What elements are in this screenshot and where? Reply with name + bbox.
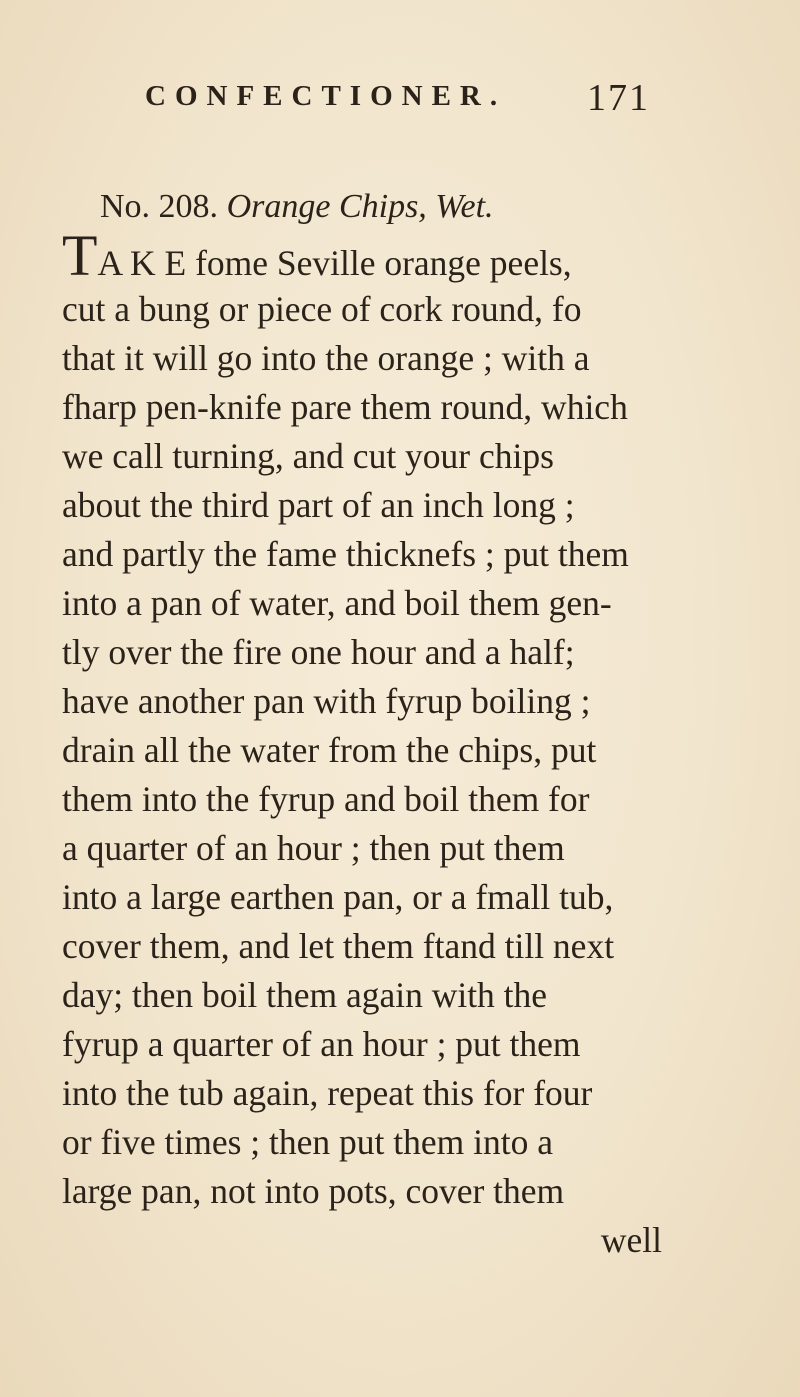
text-line: them into the fyrup and boil them for bbox=[62, 779, 590, 819]
text-line: tly over the fire one hour and a half; bbox=[62, 632, 575, 672]
first-line-text: A K E fome Seville orange peels, bbox=[97, 243, 572, 283]
catchword: well bbox=[600, 1220, 662, 1260]
recipe-number: No. 208. bbox=[100, 188, 219, 225]
running-title: CONFECTIONER. bbox=[145, 80, 507, 112]
text-line: have another pan with fyrup boiling ; bbox=[62, 681, 591, 721]
running-head bbox=[145, 70, 705, 120]
text-line: into a pan of water, and boil them gen- bbox=[62, 583, 612, 623]
text-line bbox=[62, 223, 662, 288]
text-line: a quarter of an hour ; then put them bbox=[62, 828, 565, 868]
text-line: fharp pen-knife pare them round, which bbox=[62, 387, 628, 427]
text-line: and partly the fame thicknefs ; put them bbox=[62, 534, 629, 574]
recipe-heading bbox=[100, 188, 494, 226]
drop-cap: T bbox=[62, 223, 98, 288]
text-line: cover them, and let them ftand till next bbox=[62, 926, 615, 966]
text-line: large pan, not into pots, cover them bbox=[62, 1171, 565, 1211]
text-line: that it will go into the orange ; with a bbox=[62, 338, 590, 378]
text-line: about the third part of an inch long ; bbox=[62, 485, 575, 525]
recipe-body bbox=[62, 223, 662, 1265]
text-line: or five times ; then put them into a bbox=[62, 1122, 553, 1162]
text-line: into a large earthen pan, or a fmall tub, bbox=[62, 877, 614, 917]
text-line: we call turning, and cut your chips bbox=[62, 436, 554, 476]
text-line: into the tub again, repeat this for four bbox=[62, 1073, 593, 1113]
recipe-name: Orange Chips, Wet. bbox=[226, 188, 494, 225]
text-line: day; then boil them again with the bbox=[62, 975, 548, 1015]
text-line: cut a bung or piece of cork round, fo bbox=[62, 289, 582, 329]
text-line: fyrup a quarter of an hour ; put them bbox=[62, 1024, 581, 1064]
text-line: drain all the water from the chips, put bbox=[62, 730, 597, 770]
page-number: 171 bbox=[587, 77, 650, 119]
